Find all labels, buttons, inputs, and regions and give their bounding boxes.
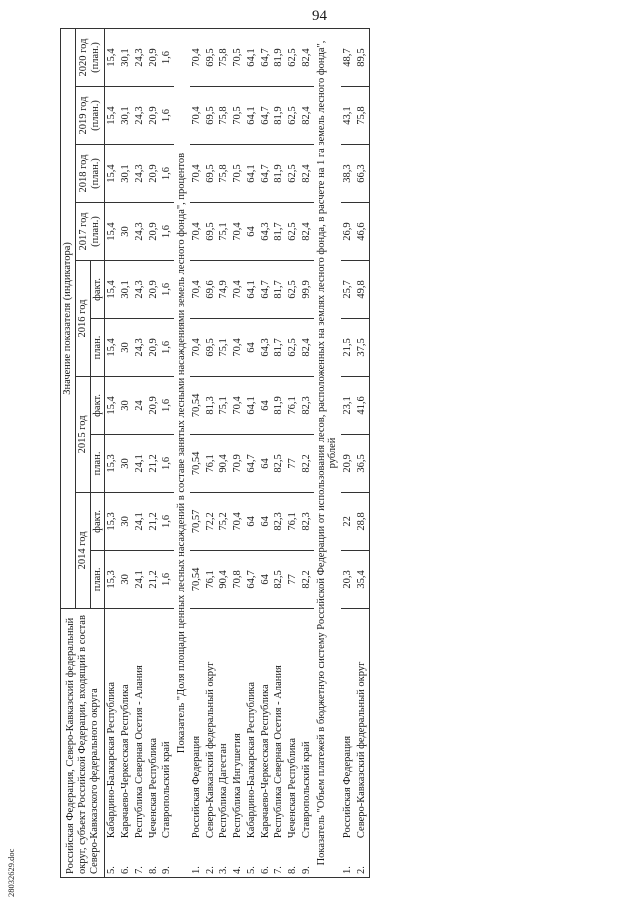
value-cell: 41,6 xyxy=(355,376,369,434)
section-row xyxy=(314,29,342,878)
table-row xyxy=(119,29,133,878)
value-cell: 62,5 xyxy=(286,29,300,87)
value-cell: 81,7 xyxy=(272,260,286,318)
region-name: Республика Дагестан xyxy=(217,608,231,841)
row-number: 8. xyxy=(286,841,300,877)
value-cell: 1,6 xyxy=(160,376,174,434)
value-cell: 75,1 xyxy=(217,376,231,434)
value-cell: 30 xyxy=(119,434,133,492)
value-cell: 70,4 xyxy=(190,318,204,376)
value-cell: 82,4 xyxy=(300,318,314,376)
document-code: 28032629.doc xyxy=(6,848,16,897)
value-cell: 15,3 xyxy=(105,434,119,492)
value-cell: 20,9 xyxy=(147,203,161,261)
value-cell: 64,1 xyxy=(245,87,259,145)
region-name: Российская Федерация xyxy=(341,608,355,841)
indicator-table xyxy=(60,28,370,878)
value-cell: 26,9 xyxy=(341,203,355,261)
value-cell: 70,57 xyxy=(190,492,204,550)
table-row xyxy=(147,29,161,878)
value-cell: 20,9 xyxy=(147,376,161,434)
value-cell: 70,4 xyxy=(190,29,204,87)
row-number: 9. xyxy=(160,841,174,877)
header-2015: 2015 год xyxy=(75,376,90,492)
value-cell: 81,9 xyxy=(272,29,286,87)
value-cell: 24,3 xyxy=(133,203,147,261)
value-cell: 82,3 xyxy=(300,376,314,434)
value-cell: 64,1 xyxy=(245,376,259,434)
value-cell: 30,1 xyxy=(119,260,133,318)
value-cell: 1,6 xyxy=(160,87,174,145)
value-cell: 64,7 xyxy=(245,434,259,492)
row-number: 2. xyxy=(355,841,369,877)
region-name: Ставропольский край xyxy=(160,608,174,841)
value-cell: 82,3 xyxy=(272,492,286,550)
table-row xyxy=(217,29,231,878)
value-cell: 70,9 xyxy=(231,434,245,492)
value-cell: 64,7 xyxy=(259,260,273,318)
value-cell: 81,3 xyxy=(204,376,218,434)
header-plan: план. xyxy=(90,550,105,608)
value-cell: 64,3 xyxy=(259,318,273,376)
value-cell: 49,8 xyxy=(355,260,369,318)
value-cell: 15,3 xyxy=(105,550,119,608)
header-plan: план. xyxy=(90,318,105,376)
value-cell: 24,3 xyxy=(133,29,147,87)
value-cell: 64,1 xyxy=(245,29,259,87)
header-2018: 2018 год (план.) xyxy=(75,145,105,203)
value-cell: 1,6 xyxy=(160,145,174,203)
row-number: 6. xyxy=(259,841,273,877)
value-cell: 1,6 xyxy=(160,492,174,550)
value-cell: 69,6 xyxy=(204,260,218,318)
row-number: 5. xyxy=(105,841,119,877)
value-cell: 28,8 xyxy=(355,492,369,550)
region-name: Ставропольский край xyxy=(300,608,314,841)
value-cell: 48,7 xyxy=(341,29,355,87)
value-cell: 70,5 xyxy=(231,29,245,87)
value-cell: 64 xyxy=(245,492,259,550)
table-body xyxy=(105,29,369,878)
value-cell: 24,1 xyxy=(133,492,147,550)
value-cell: 64 xyxy=(259,434,273,492)
value-cell: 15,4 xyxy=(105,145,119,203)
value-cell: 82,4 xyxy=(300,145,314,203)
indicator-title: Показатель "Доля площади ценных лесных насаждений в составе занятых лесными насаждениями земель лесного фонда", процентов xyxy=(174,29,190,878)
value-cell: 82,4 xyxy=(300,203,314,261)
row-number: 1. xyxy=(190,841,204,877)
value-cell: 82,4 xyxy=(300,87,314,145)
region-name: Карачаево-Черкесская Республика xyxy=(119,608,133,841)
region-name: Республика Северная Осетия - Алания xyxy=(133,608,147,841)
header-2014: 2014 год xyxy=(75,492,90,608)
value-cell: 82,2 xyxy=(300,434,314,492)
value-cell: 24,3 xyxy=(133,145,147,203)
value-cell: 46,6 xyxy=(355,203,369,261)
value-cell: 70,4 xyxy=(231,492,245,550)
value-cell: 15,4 xyxy=(105,260,119,318)
value-cell: 74,9 xyxy=(217,260,231,318)
value-cell: 70,54 xyxy=(190,434,204,492)
value-cell: 81,9 xyxy=(272,87,286,145)
value-cell: 75,8 xyxy=(217,145,231,203)
value-cell: 82,5 xyxy=(272,550,286,608)
value-cell: 64,3 xyxy=(259,203,273,261)
value-cell: 81,7 xyxy=(272,318,286,376)
rotated-table-container xyxy=(60,28,590,878)
value-cell: 64,1 xyxy=(245,145,259,203)
row-number: 8. xyxy=(147,841,161,877)
table-row xyxy=(204,29,218,878)
value-cell: 70,4 xyxy=(190,260,204,318)
value-cell: 70,4 xyxy=(190,145,204,203)
value-cell: 30,1 xyxy=(119,87,133,145)
value-cell: 62,5 xyxy=(286,260,300,318)
row-number: 5. xyxy=(245,841,259,877)
header-plan: план. xyxy=(90,434,105,492)
value-cell: 62,5 xyxy=(286,318,300,376)
header-2017: 2017 год (план.) xyxy=(75,203,105,261)
section-row xyxy=(174,29,190,878)
region-name: Северо-Кавказский федеральный округ xyxy=(204,608,218,841)
value-cell: 76,1 xyxy=(286,376,300,434)
value-cell: 64 xyxy=(259,376,273,434)
value-cell: 64 xyxy=(259,550,273,608)
table-row xyxy=(355,29,369,878)
value-cell: 21,5 xyxy=(341,318,355,376)
value-cell: 20,3 xyxy=(341,550,355,608)
value-cell: 1,6 xyxy=(160,434,174,492)
value-cell: 76,1 xyxy=(204,434,218,492)
value-cell: 62,5 xyxy=(286,203,300,261)
value-cell: 89,5 xyxy=(355,29,369,87)
value-cell: 75,8 xyxy=(355,87,369,145)
value-cell: 62,5 xyxy=(286,87,300,145)
value-cell: 66,3 xyxy=(355,145,369,203)
value-cell: 43,1 xyxy=(341,87,355,145)
value-cell: 20,9 xyxy=(147,318,161,376)
value-cell: 69,5 xyxy=(204,203,218,261)
value-cell: 30,1 xyxy=(119,29,133,87)
value-cell: 77 xyxy=(286,550,300,608)
value-cell: 15,4 xyxy=(105,87,119,145)
row-number: 2. xyxy=(204,841,218,877)
value-cell: 70,4 xyxy=(190,203,204,261)
value-cell: 21,2 xyxy=(147,550,161,608)
table-row xyxy=(231,29,245,878)
value-cell: 64,1 xyxy=(245,260,259,318)
header-fact: факт. xyxy=(90,376,105,434)
value-cell: 15,3 xyxy=(105,492,119,550)
table-row xyxy=(272,29,286,878)
header-region-column: Российская Федерация, Северо-Кавказский федеральный округ, субъект Российской Федерации, входящий в состав Северо-Кавказского федерального округа xyxy=(61,608,105,877)
table-row xyxy=(105,29,119,878)
value-cell: 1,6 xyxy=(160,260,174,318)
value-cell: 1,6 xyxy=(160,550,174,608)
table-row xyxy=(245,29,259,878)
region-name: Кабардино-Балкарская Республика xyxy=(105,608,119,841)
region-name: Республика Северная Осетия - Алания xyxy=(272,608,286,841)
region-name: Чеченская Республика xyxy=(147,608,161,841)
value-cell: 70,5 xyxy=(231,87,245,145)
value-cell: 75,1 xyxy=(217,203,231,261)
value-cell: 82,4 xyxy=(300,29,314,87)
value-cell: 24,3 xyxy=(133,318,147,376)
value-cell: 69,5 xyxy=(204,29,218,87)
value-cell: 15,4 xyxy=(105,203,119,261)
row-number: 4. xyxy=(231,841,245,877)
region-name: Карачаево-Черкесская Республика xyxy=(259,608,273,841)
value-cell: 15,4 xyxy=(105,318,119,376)
header-2016: 2016 год xyxy=(75,260,90,376)
value-cell: 81,7 xyxy=(272,203,286,261)
value-cell: 64 xyxy=(259,492,273,550)
value-cell: 70,54 xyxy=(190,376,204,434)
value-cell: 64 xyxy=(245,203,259,261)
value-cell: 69,5 xyxy=(204,145,218,203)
table-row xyxy=(341,29,355,878)
value-cell: 75,1 xyxy=(217,318,231,376)
value-cell: 21,2 xyxy=(147,492,161,550)
region-name: Северо-Кавказский федеральный округ xyxy=(355,608,369,841)
value-cell: 20,9 xyxy=(147,260,161,318)
value-cell: 64,7 xyxy=(259,29,273,87)
value-cell: 99,9 xyxy=(300,260,314,318)
value-cell: 64,7 xyxy=(259,145,273,203)
value-cell: 77 xyxy=(286,434,300,492)
value-cell: 23,1 xyxy=(341,376,355,434)
row-number: 1. xyxy=(341,841,355,877)
value-cell: 76,1 xyxy=(286,492,300,550)
value-cell: 64,7 xyxy=(245,550,259,608)
value-cell: 75,8 xyxy=(217,87,231,145)
value-cell: 70,4 xyxy=(231,376,245,434)
value-cell: 76,1 xyxy=(204,550,218,608)
value-cell: 24,3 xyxy=(133,87,147,145)
value-cell: 1,6 xyxy=(160,29,174,87)
table-row xyxy=(133,29,147,878)
value-cell: 30 xyxy=(119,318,133,376)
value-cell: 24,1 xyxy=(133,550,147,608)
value-cell: 82,2 xyxy=(300,550,314,608)
value-cell: 24,3 xyxy=(133,260,147,318)
value-cell: 20,9 xyxy=(147,87,161,145)
value-cell: 35,4 xyxy=(355,550,369,608)
value-cell: 22 xyxy=(341,492,355,550)
value-cell: 90,4 xyxy=(217,550,231,608)
value-cell: 82,5 xyxy=(272,434,286,492)
value-cell: 20,9 xyxy=(147,29,161,87)
table-row xyxy=(190,29,204,878)
value-cell: 70,8 xyxy=(231,550,245,608)
page-number: 94 xyxy=(312,8,327,24)
value-cell: 90,4 xyxy=(217,434,231,492)
value-cell: 15,4 xyxy=(105,29,119,87)
header-fact: факт. xyxy=(90,260,105,318)
value-cell: 81,9 xyxy=(272,376,286,434)
region-name: Республика Ингушетия xyxy=(231,608,245,841)
region-name: Кабардино-Балкарская Республика xyxy=(245,608,259,841)
value-cell: 64 xyxy=(245,318,259,376)
header-2019: 2019 год (план.) xyxy=(75,87,105,145)
value-cell: 70,4 xyxy=(231,203,245,261)
table-row xyxy=(160,29,174,878)
value-cell: 75,8 xyxy=(217,29,231,87)
value-cell: 24 xyxy=(133,376,147,434)
row-number: 9. xyxy=(300,841,314,877)
value-cell: 25,7 xyxy=(341,260,355,318)
value-cell: 30 xyxy=(119,492,133,550)
value-cell: 15,4 xyxy=(105,376,119,434)
value-cell: 21,2 xyxy=(147,434,161,492)
indicator-title: Показатель "Объем платежей в бюджетную систему Российской Федерации от использования лесов, расположенных на землях лесного фонда, в расчете на 1 га земель лесного фонда", рублей xyxy=(314,29,342,878)
value-cell: 70,54 xyxy=(190,550,204,608)
region-name: Чеченская Республика xyxy=(286,608,300,841)
row-number: 3. xyxy=(217,841,231,877)
header-fact: факт. xyxy=(90,492,105,550)
row-number: 7. xyxy=(133,841,147,877)
value-cell: 1,6 xyxy=(160,203,174,261)
value-cell: 20,9 xyxy=(147,145,161,203)
region-name: Российская Федерация xyxy=(190,608,204,841)
header-2020: 2020 год (план.) xyxy=(75,29,105,87)
value-cell: 81,9 xyxy=(272,145,286,203)
value-cell: 37,5 xyxy=(355,318,369,376)
value-cell: 30 xyxy=(119,203,133,261)
value-cell: 70,4 xyxy=(231,318,245,376)
table-row xyxy=(286,29,300,878)
value-cell: 20,9 xyxy=(341,434,355,492)
header-values-title: Значение показателя (индикатора) xyxy=(61,29,76,609)
value-cell: 30 xyxy=(119,376,133,434)
value-cell: 70,4 xyxy=(231,260,245,318)
value-cell: 69,5 xyxy=(204,87,218,145)
value-cell: 82,3 xyxy=(300,492,314,550)
value-cell: 30,1 xyxy=(119,145,133,203)
table-row xyxy=(300,29,314,878)
row-number: 7. xyxy=(272,841,286,877)
value-cell: 38,3 xyxy=(341,145,355,203)
value-cell: 62,5 xyxy=(286,145,300,203)
value-cell: 70,4 xyxy=(190,87,204,145)
value-cell: 24,1 xyxy=(133,434,147,492)
value-cell: 1,6 xyxy=(160,318,174,376)
value-cell: 30 xyxy=(119,550,133,608)
value-cell: 64,7 xyxy=(259,87,273,145)
value-cell: 36,5 xyxy=(355,434,369,492)
value-cell: 72,2 xyxy=(204,492,218,550)
table-row xyxy=(259,29,273,878)
row-number: 6. xyxy=(119,841,133,877)
value-cell: 69,5 xyxy=(204,318,218,376)
value-cell: 70,5 xyxy=(231,145,245,203)
value-cell: 75,2 xyxy=(217,492,231,550)
